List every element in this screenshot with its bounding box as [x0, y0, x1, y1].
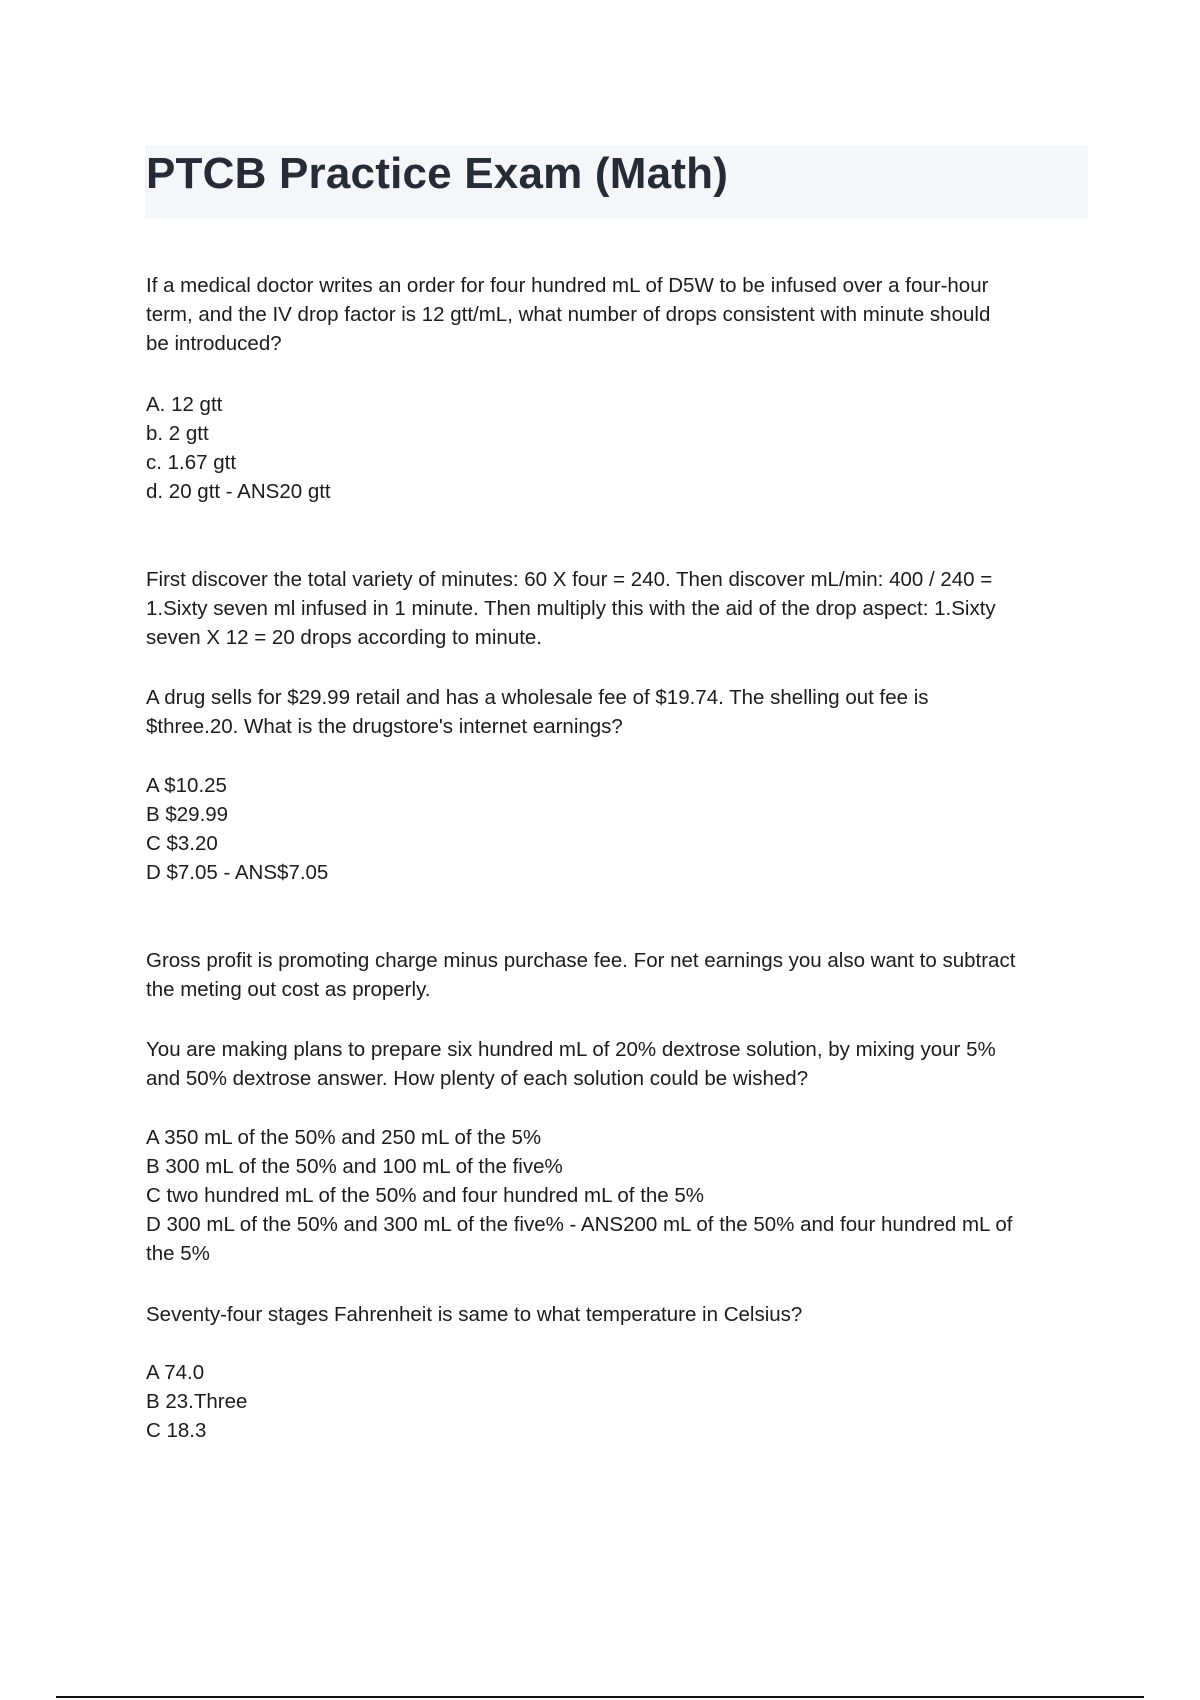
answer-option: B $29.99	[146, 803, 229, 826]
question-1-text	[146, 271, 1091, 358]
explanation-line: the meting out cost as properly.	[146, 978, 431, 1001]
answer-option: the 5%	[146, 1242, 210, 1265]
question-2-explanation	[146, 946, 1091, 1004]
question-line: A drug sells for $29.99 retail and has a wholesale fee of $19.74. The shelling out fee is	[146, 686, 929, 709]
question-3-options	[146, 1123, 1091, 1268]
explanation-line: First discover the total variety of minutes: 60 X four = 240. Then discover mL/min: 400 / 240 =	[146, 568, 993, 591]
answer-option: C two hundred mL of the 50% and four hundred mL of the 5%	[146, 1184, 705, 1207]
question-2-options	[146, 771, 1091, 887]
explanation-line: seven X 12 = 20 drops according to minute.	[146, 626, 543, 649]
answer-option: C $3.20	[146, 832, 218, 855]
answer-option: A 350 mL of the 50% and 250 mL of the 5%	[146, 1126, 542, 1149]
question-1-explanation	[146, 565, 1091, 652]
question-2-text	[146, 683, 1091, 741]
question-line: You are making plans to prepare six hundred mL of 20% dextrose solution, by mixing your 5%	[146, 1038, 996, 1061]
question-4-options	[146, 1358, 1091, 1445]
question-3-text	[146, 1035, 1091, 1093]
answer-option: B 23.Three	[146, 1390, 248, 1413]
answer-option: c. 1.67 gtt	[146, 451, 237, 474]
question-line: and 50% dextrose answer. How plenty of each solution could be wished?	[146, 1067, 809, 1090]
answer-option: D 300 mL of the 50% and 300 mL of the five% - ANS200 mL of the 50% and four hundred mL of	[146, 1213, 1013, 1236]
answer-option: B 300 mL of the 50% and 100 mL of the five%	[146, 1155, 563, 1178]
explanation-line: 1.Sixty seven ml infused in 1 minute. Then multiply this with the aid of the drop aspect: 1.Sixty	[146, 597, 996, 620]
answer-option: b. 2 gtt	[146, 422, 209, 445]
answer-option: d. 20 gtt - ANS20 gtt	[146, 480, 331, 503]
question-line: be introduced?	[146, 332, 282, 355]
explanation-line: Gross profit is promoting charge minus purchase fee. For net earnings you also want to subtract	[146, 949, 1016, 972]
question-line: Seventy-four stages Fahrenheit is same to what temperature in Celsius?	[146, 1303, 803, 1326]
footer-divider	[56, 1696, 1144, 1698]
answer-option: D $7.05 - ANS$7.05	[146, 861, 329, 884]
answer-option: A 74.0	[146, 1361, 205, 1384]
page-title: PTCB Practice Exam (Math)	[146, 149, 729, 198]
question-line: $three.20. What is the drugstore's internet earnings?	[146, 715, 623, 738]
answer-option: C 18.3	[146, 1419, 207, 1442]
question-4-text	[146, 1300, 1091, 1329]
question-line: term, and the IV drop factor is 12 gtt/mL, what number of drops consistent with minute should	[146, 303, 991, 326]
question-1-options	[146, 390, 1091, 506]
answer-option: A $10.25	[146, 774, 227, 797]
question-line: If a medical doctor writes an order for four hundred mL of D5W to be infused over a four-hour	[146, 274, 989, 297]
answer-option: A. 12 gtt	[146, 393, 223, 416]
